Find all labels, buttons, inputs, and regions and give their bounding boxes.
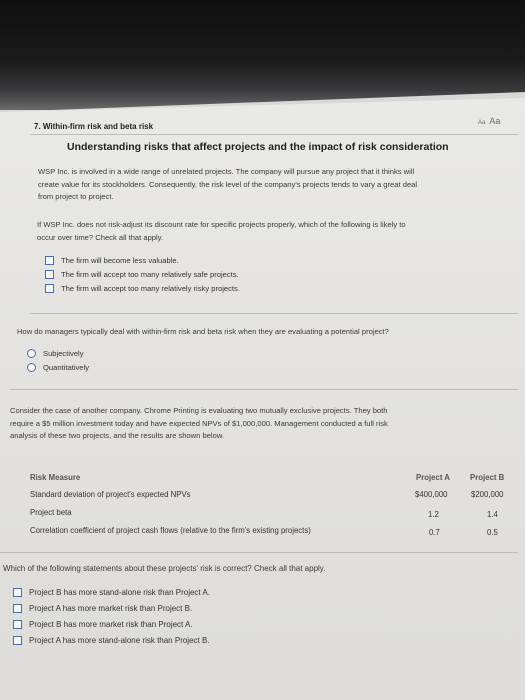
section-divider <box>30 313 518 314</box>
table-cell: 1.2 <box>428 510 439 519</box>
q1-option-less-valuable[interactable]: The firm will become less valuable. <box>45 256 179 265</box>
table-cell: $400,000 <box>415 490 448 499</box>
checkbox[interactable] <box>13 636 22 645</box>
checkbox[interactable] <box>13 588 22 597</box>
table-cell: $200,000 <box>471 490 504 499</box>
q1-option-safe-projects[interactable]: The firm will accept too many relatively safe projects. <box>45 270 239 279</box>
intro-paragraph: WSP Inc. is involved in a wide range of unrelated projects. The company will pursue any project that it thinks will create value for its stockholders. Consequently, the risk level of the company's projects tends to vary a great deal from project to project. <box>38 167 418 201</box>
table-row-label: Correlation coefficient of project cash flows (relative to the firm's existing projects) <box>30 526 311 535</box>
font-size-toggle[interactable] <box>478 116 500 126</box>
table-row-label: Standard deviation of project's expected NPVs <box>30 490 191 499</box>
case-paragraph: Consider the case of another company. Chrome Printing is evaluating two mutually exclusive projects. They both require a $5 million investment today and have expected NPVs of $1,000,000. Management conducted a full risk analysis of these two projects, and the results are shown below. <box>10 406 388 440</box>
table-header-measure: Risk Measure <box>30 473 81 482</box>
q2-prompt: How do managers typically deal with within-firm risk and beta risk when they are evaluating a potential project? <box>17 327 389 336</box>
font-larger-button[interactable]: Aa <box>489 116 501 126</box>
table-row-label: Project beta <box>30 508 72 517</box>
q2-option-quantitatively[interactable]: Quantitatively <box>27 363 89 372</box>
table-cell: 1.4 <box>487 510 498 519</box>
table-cell: 0.5 <box>487 528 498 537</box>
q1-prompt: If WSP Inc. does not risk-adjust its discount rate for specific projects properly, which of the following is likely to occur over time? Check all that apply. <box>37 220 406 242</box>
checkbox[interactable] <box>45 270 54 279</box>
table-header-project-b: Project B <box>470 473 505 482</box>
font-smaller-button[interactable]: Aa <box>478 120 486 126</box>
checkbox[interactable] <box>45 284 54 293</box>
section-divider <box>10 389 518 390</box>
table-cell: 0.7 <box>429 528 440 537</box>
section-divider <box>0 552 518 553</box>
q3-option-a-standalone[interactable]: Project A has more stand-alone risk than Project B. <box>13 636 210 645</box>
checkbox[interactable] <box>45 256 54 265</box>
q3-option-b-market[interactable]: Project B has more market risk than Project A. <box>13 620 193 629</box>
checkbox[interactable] <box>13 604 22 613</box>
q3-option-a-market[interactable]: Project A has more market risk than Project B. <box>13 604 192 613</box>
q3-option-b-standalone[interactable]: Project B has more stand-alone risk than Project A. <box>13 588 210 597</box>
q3-prompt: Which of the following statements about these projects' risk is correct? Check all that apply. <box>3 564 326 573</box>
q1-option-risky-projects[interactable]: The firm will accept too many relatively risky projects. <box>45 284 240 293</box>
table-header-project-a: Project A <box>416 473 450 482</box>
radio-button[interactable] <box>27 349 36 358</box>
checkbox[interactable] <box>13 620 22 629</box>
q2-option-subjectively[interactable]: Subjectively <box>27 349 84 358</box>
title-divider <box>30 134 518 135</box>
question-title: 7. Within-firm risk and beta risk <box>34 122 154 131</box>
radio-button[interactable] <box>27 363 36 372</box>
section-heading: Understanding risks that affect projects and the impact of risk consideration <box>67 141 449 153</box>
